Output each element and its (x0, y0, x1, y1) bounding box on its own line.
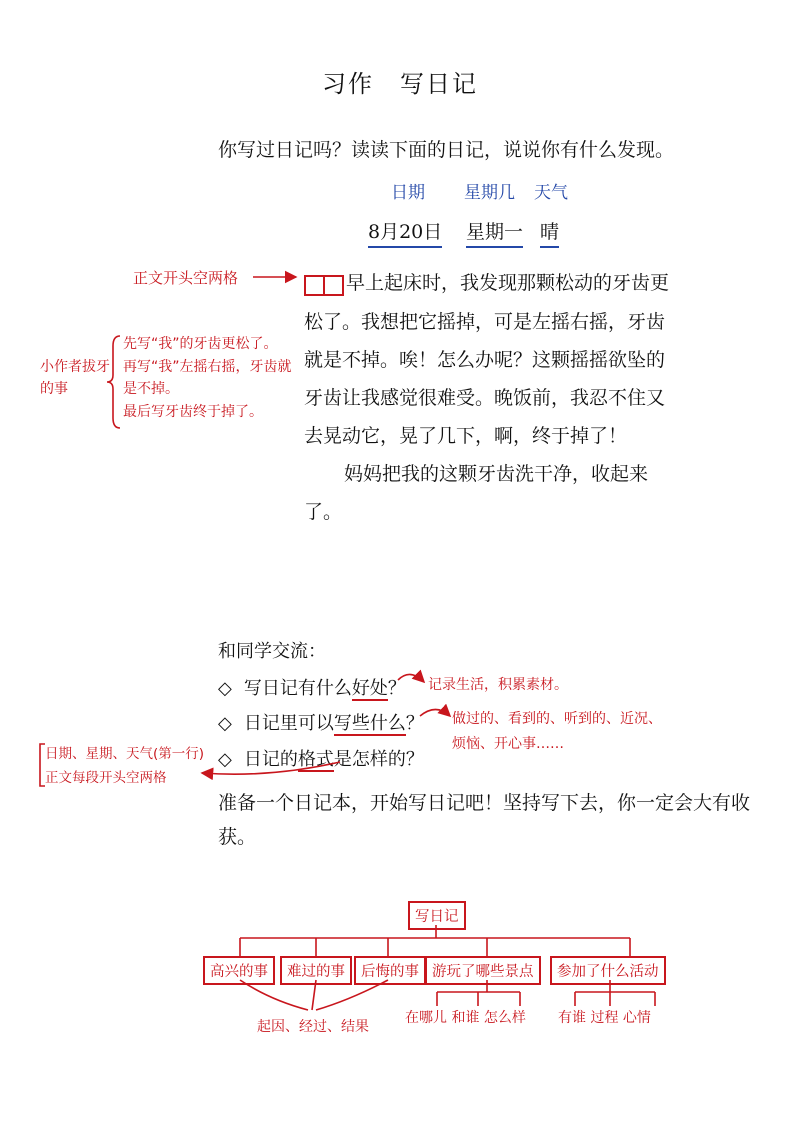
step-2: 再写“我”左摇右摇，牙齿就是不掉。 (123, 358, 292, 397)
step-1: 先写“我”的牙齿更松了。 (123, 336, 278, 352)
diamond-bullet-icon: ◇ (218, 678, 232, 699)
closing-text: 准备一个日记本，开始写日记吧！坚持写下去，你一定会大有收获。 (218, 792, 751, 848)
exchange-heading: 和同学交流： (218, 641, 326, 662)
q3-post: 是怎样的？ (333, 749, 424, 770)
q1-pre: 写日记有什么 (243, 678, 352, 699)
steps-brace (107, 336, 120, 428)
section-label: 小作者拔牙的事 (40, 359, 110, 397)
answer-3-arrow (202, 762, 340, 774)
answer-3-line-2: 正文每段开头空两格 (45, 770, 167, 786)
diary-paragraph-1-text: 早上起床时，我发现那颗松动的牙齿更松了。我想把它摇掉，可是左摇右摇，牙齿就是不掉。唉！怎么办呢？这颗摇摇欲坠的牙齿让我感觉很难受。晚饭前，我忍不住又去晃动它，晃了几下，啊，终于掉了！ (304, 272, 670, 447)
answer-3-line-1: 日期、星期、天气(第一行) (45, 746, 205, 762)
mindmap-sub-3: 有谁 过程 心情 (558, 1010, 651, 1026)
diamond-bullet-icon: ◇ (218, 713, 232, 734)
q2-pre: 日记里可以 (243, 713, 334, 734)
mindmap-branch-sad: 难过的事 (280, 956, 352, 985)
header-label-weekday: 星期几 (464, 183, 515, 203)
q1-key: 好处 (351, 678, 388, 699)
intro-text: 你写过日记吗？读读下面的日记，说说你有什么发现。 (218, 139, 675, 161)
header-label-date: 日期 (391, 183, 425, 203)
header-value-weather: 晴 (540, 217, 559, 248)
step-3: 最后写牙齿终于掉了。 (123, 403, 263, 420)
answer-2-line-2: 烦恼、开心事…… (452, 736, 564, 752)
q2-key: 写些什么 (333, 713, 406, 734)
mindmap-sub-1: 起因、经过、结果 (257, 1019, 369, 1035)
mindmap-sub-2: 在哪儿 和谁 怎么样 (405, 1010, 526, 1026)
answer-2-arrow (420, 710, 450, 717)
mindmap-branch-happy: 高兴的事 (203, 956, 275, 985)
q3-pre: 日记的 (243, 749, 298, 770)
mindmap-branch-activity: 参加了什么活动 (550, 956, 666, 985)
indent-note: 正文开头空两格 (133, 269, 239, 287)
mindmap-root: 写日记 (408, 901, 466, 930)
q1-post: ？ (387, 678, 406, 699)
q3-key: 格式 (297, 749, 334, 770)
answer-2-line-1: 做过的、看到的、听到的、近况、 (452, 711, 662, 727)
answer-1: 记录生活，积累素材。 (428, 677, 568, 693)
answer-3-brace (40, 744, 45, 786)
header-value-weekday: 星期一 (466, 217, 523, 248)
q2-post: ？ (405, 713, 424, 734)
header-label-weather: 天气 (534, 183, 568, 203)
answer-1-arrow (398, 674, 424, 682)
mindmap-branch-regret: 后悔的事 (354, 956, 426, 985)
page-title: 习作 写日记 (322, 70, 478, 98)
header-value-date: 8月20日 (368, 217, 442, 248)
mindmap-branch-travel: 游玩了哪些景点 (425, 956, 541, 985)
diamond-bullet-icon: ◇ (218, 749, 232, 770)
diary-paragraph-2: 妈妈把我的这颗牙齿洗干净，收起来了。 (304, 463, 649, 523)
